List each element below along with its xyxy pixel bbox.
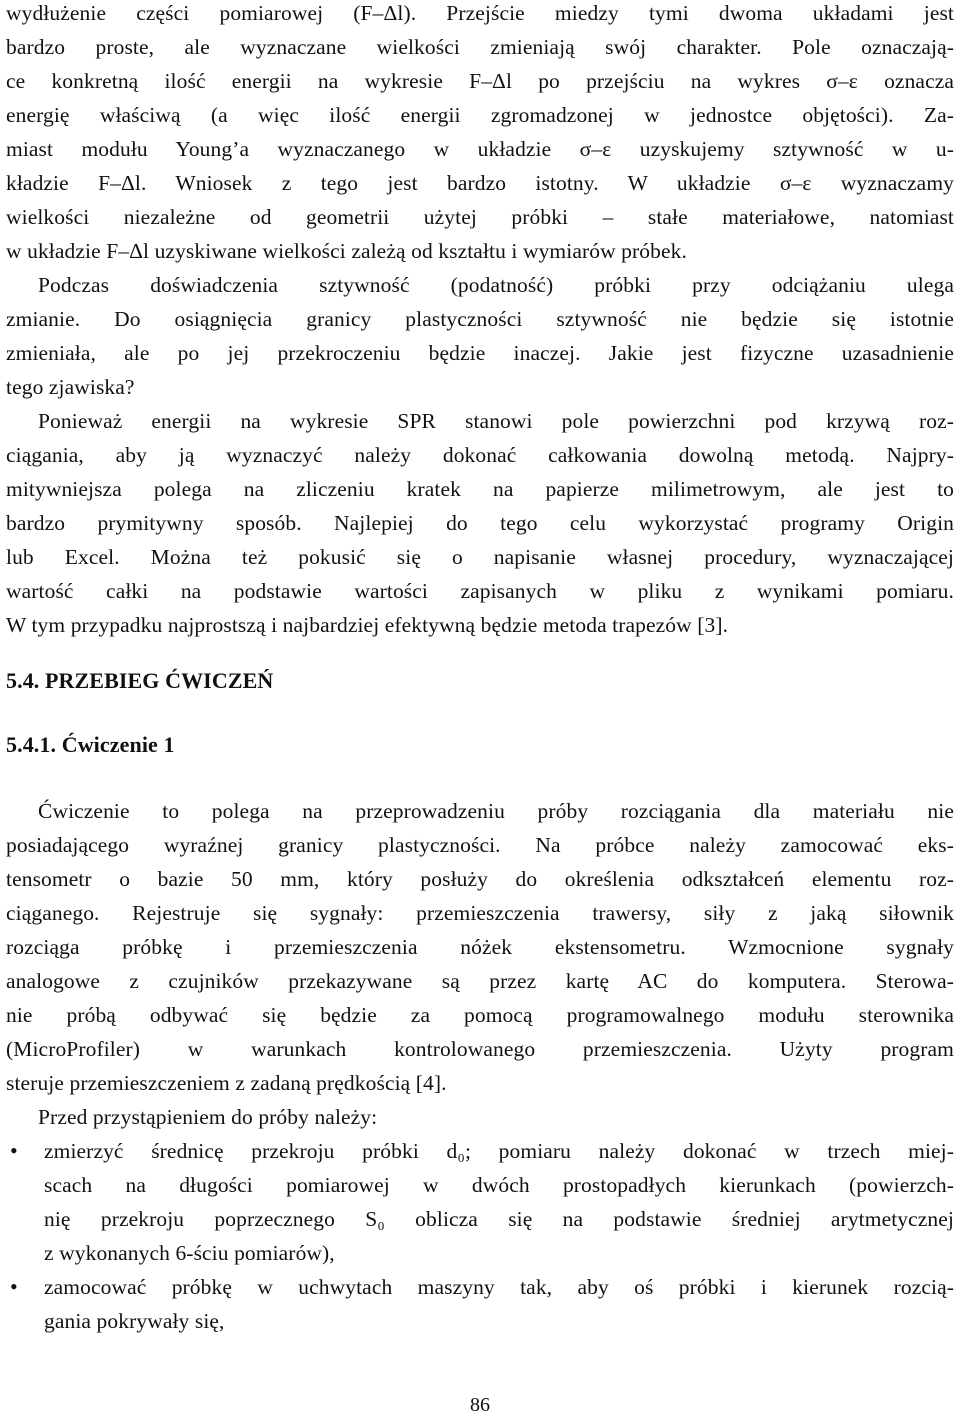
text-line: Ćwiczenie to polega na przeprowadzeniu próby rozciągania dla materiału nie — [38, 799, 954, 823]
text-line: w układzie F–Δl uzyskiwane wielkości zależą od kształtu i wymiarów próbek. — [6, 239, 687, 263]
text-line: posiadającego wyraźnej granicy plastyczności. Na próbce należy zamocować eks- — [6, 833, 954, 857]
text-line: kładzie F–Δl. Wniosek z tego jest bardzo istotny. W układzie σ–ε wyznaczamy — [6, 171, 954, 195]
text-line: ce konkretną ilość energii na wykresie F–Δl po przejściu na wykres σ–ε oznacza — [6, 69, 954, 93]
bullet-icon: • — [10, 1138, 18, 1163]
text-line: Ponieważ energii na wykresie SPR stanowi pole powierzchni pod krzywą roz- — [38, 409, 954, 433]
text-line: wielkości niezależne od geometrii użytej próbki – stałe materiałowe, natomiast — [6, 205, 954, 229]
text-line: zamocować próbkę w uchwytach maszyny tak, aby oś próbki i kierunek rozcią- — [44, 1275, 954, 1299]
text-line: nię przekroju poprzecznego S₀ oblicza się na podstawie średniej arytmetycznej — [44, 1207, 954, 1231]
text-line: W tym przypadku najprostszą i najbardziej efektywną będzie metoda trapezów [3]. — [6, 613, 729, 637]
text-line: gania pokrywały się, — [44, 1309, 225, 1333]
bullet-icon: • — [10, 1274, 18, 1299]
subsection-heading: 5.4.1. Ćwiczenie 1 — [6, 732, 175, 757]
text-line: ciągania, aby ją wyznaczyć należy dokonać całkowania dowolną metodą. Najpry- — [6, 443, 954, 467]
text-line: bardzo prymitywny sposób. Najlepiej do tego celu wykorzystać programy Origin — [6, 511, 954, 535]
text-line: analogowe z czujników przekazywane są przez kartę AC do komputera. Sterowa- — [6, 969, 954, 993]
text-line: tego zjawiska? — [6, 375, 135, 399]
text-line: Podczas doświadczenia sztywność (podatność) próbki przy odciążaniu ulega — [38, 273, 954, 297]
text-line: nie próbą odbywać się będzie za pomocą programowalnego modułu sterownika — [6, 1003, 954, 1027]
text-line: scach na długości pomiarowej w dwóch prostopadłych kierunkach (powierzch- — [44, 1173, 954, 1197]
text-line: zmianie. Do osiągnięcia granicy plastyczności sztywność nie będzie się istotnie — [6, 307, 954, 331]
list-intro: Przed przystąpieniem do próby należy: — [38, 1105, 378, 1129]
text-line: mitywniejsza polega na zliczeniu kratek na papierze milimetrowym, ale jest to — [6, 477, 954, 501]
section-heading: 5.4. PRZEBIEG ĆWICZEŃ — [6, 668, 274, 693]
text-line: wartość całki na podstawie wartości zapisanych w pliku z wynikami pomiaru. — [6, 579, 954, 603]
text-line: z wykonanych 6-ściu pomiarów), — [44, 1241, 335, 1265]
text-line: lub Excel. Można też pokusić się o napisanie własnej procedury, wyznaczającej — [6, 545, 954, 569]
text-line: wydłużenie części pomiarowej (F–Δl). Przejście miedzy tymi dwoma układami jest — [6, 1, 954, 25]
text-line: bardzo proste, ale wyznaczane wielkości zmieniają swój charakter. Pole oznaczają- — [6, 35, 954, 59]
text-line: ciąganego. Rejestruje się sygnały: przemieszczenia trawersy, siły z jaką siłownik — [6, 901, 954, 925]
text-line: rozciąga próbkę i przemieszczenia nóżek ekstensometru. Wzmocnione sygnały — [6, 935, 954, 959]
page-number: 86 — [470, 1394, 490, 1416]
text-line: (MicroProfiler) w warunkach kontrolowanego przemieszczenia. Użyty program — [6, 1037, 954, 1061]
text-line: miast modułu Young’a wyznaczanego w układzie σ–ε uzyskujemy sztywność w u- — [6, 137, 954, 161]
text-line: steruje przemieszczeniem z zadaną prędkością [4]. — [6, 1071, 447, 1095]
text-line: energię właściwą (a więc ilość energii zgromadzonej w jednostce objętości). Za- — [6, 103, 954, 127]
text-line: tensometr o bazie 50 mm, który posłuży do określenia odkształceń elementu roz- — [6, 867, 954, 891]
text-line: zmierzyć średnicę przekroju próbki d₀; pomiaru należy dokonać w trzech miej- — [44, 1139, 954, 1163]
text-line: zmieniała, ale po jej przekroczeniu będzie inaczej. Jakie jest fizyczne uzasadnienie — [6, 341, 954, 365]
